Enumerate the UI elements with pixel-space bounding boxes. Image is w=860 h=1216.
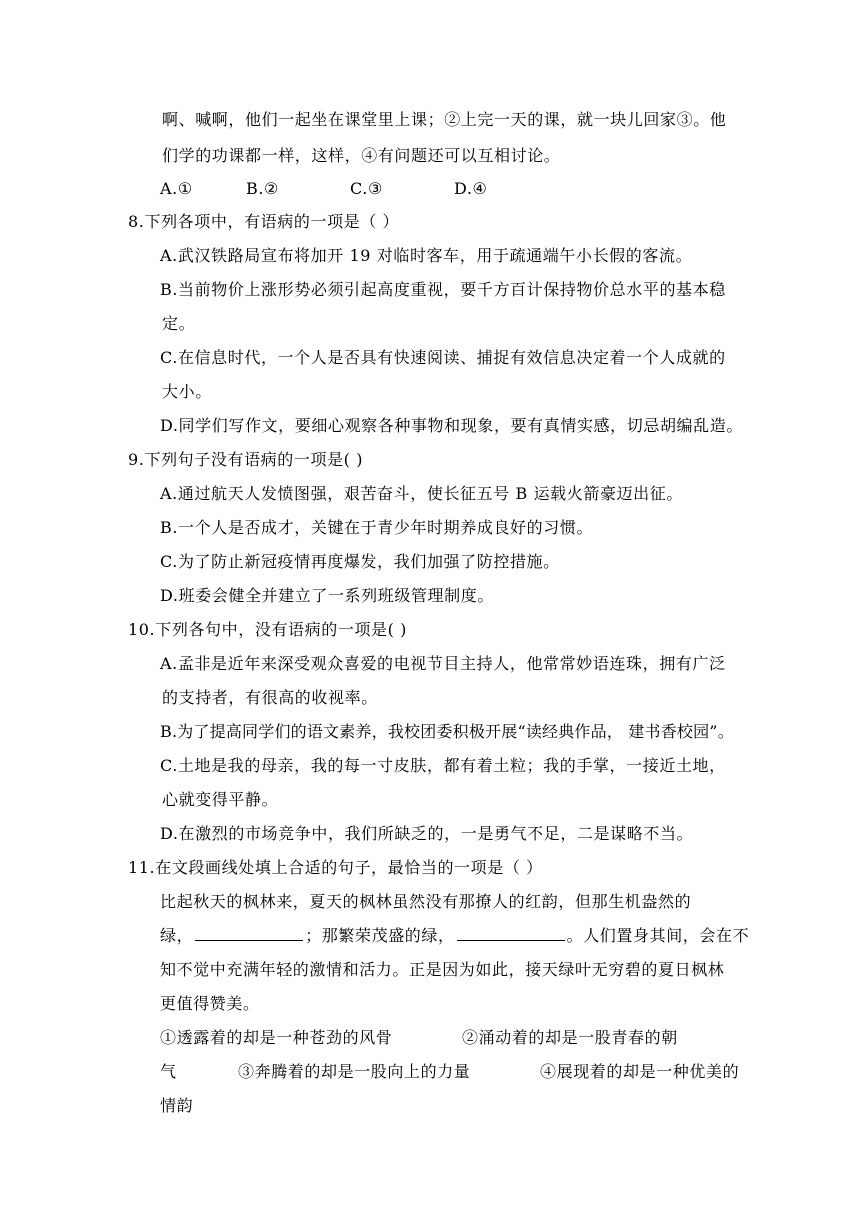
q9-option-c[interactable]: C.为了防止新冠疫情再度爆发，我们加强了防控措施。 — [160, 552, 560, 571]
q11-passage-line-2 — [160, 926, 749, 946]
q11-choice-4-part-1[interactable]: ④展现着的却是一种优美的 — [540, 1062, 740, 1081]
q11-passage-green-label: 绿， — [160, 926, 194, 945]
q11-passage-line-4: 更值得赞美。 — [160, 994, 260, 1013]
q8-stem: 8.下列各项中，有语病的一项是（ ） — [128, 212, 400, 231]
q7-option-d[interactable]: D.④ — [454, 179, 488, 198]
q11-choices-line-1 — [160, 1028, 678, 1048]
q11-choice-4-part-2[interactable]: 情韵 — [160, 1096, 194, 1115]
q11-choice-2-part-2[interactable]: 气 — [160, 1062, 177, 1081]
q9-option-b[interactable]: B.一个人是否成才，关键在于青少年时期养成良好的习惯。 — [160, 518, 594, 537]
q8-option-c-line-1[interactable]: C.在信息时代，一个人是否具有快速阅读、捕捉有效信息决定着一个人成就的 — [160, 348, 726, 367]
q10-option-d[interactable]: D.在激烈的市场竞争中，我们所缺乏的，一是勇气不足，二是谋略不当。 — [160, 824, 694, 843]
q11-passage-end: 。人们置身其间，会在不 — [566, 926, 750, 945]
q8-option-b-line-1[interactable]: B.当前物价上涨形势必须引起高度重视，要千方百计保持物价总水平的基本稳 — [160, 280, 726, 299]
q9-option-a[interactable]: A.通过航天人发愤图强，艰苦奋斗，使长征五号 B 运载火箭豪迈出征。 — [160, 484, 683, 503]
q11-passage-middle: ；那繁荣茂盛的绿， — [305, 926, 455, 945]
q9-stem: 9.下列句子没有语病的一项是( ) — [128, 450, 364, 469]
q7-text-line-2: 们学的功课都一样，这样，④有问题还可以互相讨论。 — [162, 146, 561, 165]
q8-option-c-line-2[interactable]: 大小。 — [162, 382, 212, 401]
q11-choice-1[interactable]: ①透露着的却是一种苍劲的风骨 — [160, 1028, 393, 1047]
q9-option-d[interactable]: D.班委会健全并建立了一系列班级管理制度。 — [160, 586, 494, 605]
q11-passage-line-3: 知不觉中充满年轻的激情和活力。正是因为如此，接天绿叶无穷碧的夏日枫林 — [160, 960, 725, 979]
q7-option-a[interactable]: A.① — [160, 179, 193, 198]
q10-option-c-line-2[interactable]: 心就变得平静。 — [162, 790, 279, 809]
q10-option-a-line-1[interactable]: A.孟非是近年来深受观众喜爱的电视节目主持人，他常常妙语连珠，拥有广泛 — [160, 654, 726, 673]
q11-choices-line-2 — [160, 1062, 739, 1082]
q8-option-a[interactable]: A.武汉铁路局宣布将加开 19 对临时客车，用于疏通端午小长假的客流。 — [160, 246, 693, 265]
q8-option-b-line-2[interactable]: 定。 — [162, 314, 196, 333]
q10-stem: 10.下列各句中，没有语病的一项是( ) — [128, 620, 408, 639]
q11-choice-2-part-1[interactable]: ②涌动着的却是一股青春的朝 — [462, 1028, 678, 1047]
q11-blank-2[interactable] — [457, 926, 565, 941]
q11-passage-line-1: 比起秋天的枫林来，夏天的枫林虽然没有那撩人的红韵，但那生机盎然的 — [160, 892, 692, 911]
q7-option-c[interactable]: C.③ — [350, 179, 383, 198]
q7-option-b[interactable]: B.② — [246, 179, 279, 198]
q10-option-a-line-2[interactable]: 的支持者，有很高的收视率。 — [162, 688, 378, 707]
q11-stem: 11.在文段画线处填上合适的句子，最恰当的一项是（ ） — [128, 858, 543, 877]
q11-blank-1[interactable] — [195, 926, 303, 941]
q11-choice-3[interactable]: ③奔腾着的却是一股向上的力量 — [238, 1062, 471, 1081]
q8-option-d[interactable]: D.同学们写作文，要细心观察各种事物和现象，要有真情实感，切忌胡编乱造。 — [160, 416, 743, 435]
q7-text-line-1: 啊、喊啊，他们一起坐在课堂里上课；②上完一天的课，就一块儿回家③。他 — [162, 110, 727, 129]
q10-option-b[interactable]: B.为了提高同学们的语文素养，我校团委积极开展“读经典作品， 建书香校园”。 — [160, 722, 734, 741]
q7-options — [160, 179, 488, 199]
q10-option-c-line-1[interactable]: C.土地是我的母亲，我的每一寸皮肤，都有着土粒；我的手掌，一接近土地， — [160, 756, 726, 775]
